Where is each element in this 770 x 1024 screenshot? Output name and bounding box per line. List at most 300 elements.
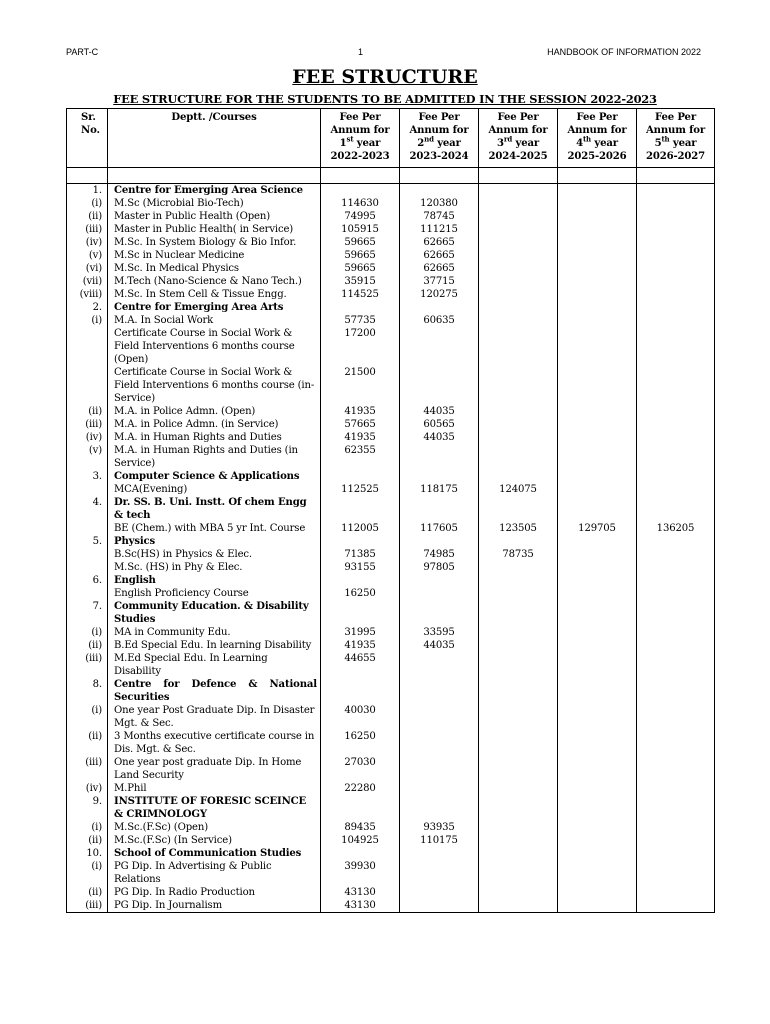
fee-year-1-cell: 31995 <box>321 626 400 639</box>
table-row <box>67 847 715 860</box>
fee-year-2-cell <box>400 899 479 913</box>
fee-year-5-cell <box>637 366 715 405</box>
fee-year-2-cell <box>400 730 479 756</box>
fee-year-4-cell <box>558 561 637 574</box>
sr-no-cell: 10. <box>67 847 108 860</box>
fee-year-3-cell <box>479 886 558 899</box>
course-name-cell: MA in Community Edu. <box>108 626 321 639</box>
fee-year-5-cell <box>637 730 715 756</box>
sr-no-cell: 4. <box>67 496 108 522</box>
fee-year-2-cell <box>400 587 479 600</box>
header-year-word: year <box>356 138 381 149</box>
page-number: 1 <box>358 47 364 57</box>
sr-no-cell: (ii) <box>67 210 108 223</box>
sr-no-cell: (vii) <box>67 275 108 288</box>
header-year-5 <box>637 109 715 168</box>
course-name-cell: B.Ed Special Edu. In learning Disability <box>108 639 321 652</box>
header-year-word: year <box>672 138 697 149</box>
fee-year-5-cell <box>637 197 715 210</box>
fee-year-3-cell <box>479 314 558 327</box>
fee-year-5-cell <box>637 756 715 782</box>
table-row <box>67 821 715 834</box>
fee-year-3-cell <box>479 236 558 249</box>
fee-year-5-cell <box>637 548 715 561</box>
sr-no-cell: (iv) <box>67 236 108 249</box>
fee-year-2-cell <box>400 678 479 704</box>
table-row <box>67 574 715 587</box>
table-row <box>67 483 715 496</box>
fee-year-1-cell: 112005 <box>321 522 400 535</box>
course-name-cell: M.Sc in Nuclear Medicine <box>108 249 321 262</box>
fee-year-2-cell: 60565 <box>400 418 479 431</box>
fee-year-1-cell <box>321 847 400 860</box>
sr-no-cell: (ii) <box>67 405 108 418</box>
table-row <box>67 366 715 405</box>
fee-year-5-cell <box>637 626 715 639</box>
fee-year-3-cell <box>479 431 558 444</box>
fee-year-4-cell <box>558 184 637 198</box>
fee-table-body <box>67 168 715 913</box>
fee-year-4-cell: 129705 <box>558 522 637 535</box>
fee-year-1-cell: 43130 <box>321 886 400 899</box>
course-name-cell: M.Sc. (HS) in Phy & Elec. <box>108 561 321 574</box>
fee-year-1-cell: 41935 <box>321 431 400 444</box>
department-heading: Centre for Emerging Area Arts <box>108 301 321 314</box>
sr-no-cell <box>67 366 108 405</box>
fee-year-5-cell <box>637 587 715 600</box>
fee-year-1-cell <box>321 600 400 626</box>
header-right: HANDBOOK OF INFORMATION 2022 <box>547 47 701 57</box>
header-year-1 <box>321 109 400 168</box>
table-row <box>67 652 715 678</box>
course-name-cell: M.A. in Police Admn. (in Service) <box>108 418 321 431</box>
course-name-cell: PG Dip. In Radio Production <box>108 886 321 899</box>
fee-year-5-cell: 136205 <box>637 522 715 535</box>
fee-year-4-cell <box>558 600 637 626</box>
sr-no-cell <box>67 522 108 535</box>
fee-year-5-cell <box>637 314 715 327</box>
fee-year-1-cell: 104925 <box>321 834 400 847</box>
fee-year-1-cell: 114525 <box>321 288 400 301</box>
fee-year-1-cell: 62355 <box>321 444 400 470</box>
department-heading: Centre for Defence & National Securities <box>108 678 321 704</box>
fee-year-5-cell <box>637 600 715 626</box>
fee-year-3-cell <box>479 223 558 236</box>
department-heading: INSTITUTE OF FORESIC SCEINCE & CRIMNOLOGY <box>108 795 321 821</box>
header-fee-line2: Annum for <box>488 125 548 136</box>
sr-no-cell: 7. <box>67 600 108 626</box>
table-row <box>67 782 715 795</box>
fee-year-4-cell <box>558 197 637 210</box>
department-heading: Computer Science & Applications <box>108 470 321 483</box>
fee-year-5-cell <box>637 483 715 496</box>
course-name-cell: M.A. in Human Rights and Duties (in Service) <box>108 444 321 470</box>
table-header-row <box>67 109 715 168</box>
fee-year-4-cell <box>558 886 637 899</box>
fee-year-1-cell: 71385 <box>321 548 400 561</box>
fee-year-1-cell: 43130 <box>321 899 400 913</box>
fee-year-1-cell: 41935 <box>321 405 400 418</box>
fee-year-5-cell <box>637 574 715 587</box>
fee-year-1-cell: 89435 <box>321 821 400 834</box>
header-session: 2023-2024 <box>409 151 469 162</box>
course-name-cell: PG Dip. In Journalism <box>108 899 321 913</box>
fee-year-3-cell <box>479 301 558 314</box>
course-name-cell: M.Ed Special Edu. In Learning Disability <box>108 652 321 678</box>
fee-year-1-cell: 17200 <box>321 327 400 366</box>
fee-year-2-cell: 62665 <box>400 249 479 262</box>
fee-table <box>66 108 715 913</box>
fee-year-5-cell <box>637 704 715 730</box>
fee-year-3-cell <box>479 405 558 418</box>
course-name-cell: M.Sc. In Medical Physics <box>108 262 321 275</box>
fee-year-1-cell: 112525 <box>321 483 400 496</box>
table-row <box>67 301 715 314</box>
course-name-cell: Certificate Course in Social Work & Field Interventions 6 months course (Open) <box>108 327 321 366</box>
fee-year-3-cell <box>479 782 558 795</box>
sr-no-cell: (iii) <box>67 652 108 678</box>
fee-year-2-cell <box>400 886 479 899</box>
sr-no-cell <box>67 548 108 561</box>
fee-year-2-cell <box>400 795 479 821</box>
table-row <box>67 561 715 574</box>
fee-year-1-cell: 114630 <box>321 197 400 210</box>
fee-year-2-cell <box>400 652 479 678</box>
table-row <box>67 899 715 913</box>
sr-no-cell: (iii) <box>67 418 108 431</box>
fee-year-1-cell: 39930 <box>321 860 400 886</box>
sr-no-cell: 2. <box>67 301 108 314</box>
fee-year-2-cell <box>400 600 479 626</box>
course-name-cell: BE (Chem.) with MBA 5 yr Int. Course <box>108 522 321 535</box>
fee-year-4-cell <box>558 405 637 418</box>
fee-year-5-cell <box>637 210 715 223</box>
table-row <box>67 444 715 470</box>
fee-year-3-cell <box>479 600 558 626</box>
course-name-cell: M.Sc. In Stem Cell & Tissue Engg. <box>108 288 321 301</box>
fee-year-4-cell <box>558 301 637 314</box>
fee-year-5-cell <box>637 288 715 301</box>
page-subtitle: FEE STRUCTURE FOR THE STUDENTS TO BE ADMITTED IN THE SESSION 2022-2023 <box>113 92 657 106</box>
fee-year-5-cell <box>637 899 715 913</box>
fee-year-4-cell <box>558 236 637 249</box>
department-heading: Dr. SS. B. Uni. Instt. Of chem Engg & tech <box>108 496 321 522</box>
fee-year-5-cell <box>637 249 715 262</box>
fee-year-4-cell <box>558 678 637 704</box>
course-name-cell: M.Tech (Nano-Science & Nano Tech.) <box>108 275 321 288</box>
fee-year-2-cell <box>400 496 479 522</box>
sr-no-cell: (ii) <box>67 834 108 847</box>
header-year-sup: nd <box>424 134 434 144</box>
fee-year-1-cell <box>321 574 400 587</box>
header-year-num: 3 <box>496 138 504 149</box>
fee-year-5-cell <box>637 678 715 704</box>
sr-no-cell: (i) <box>67 704 108 730</box>
header-year-2 <box>400 109 479 168</box>
header-year-num: 4 <box>576 138 583 149</box>
fee-year-3-cell <box>479 652 558 678</box>
fee-year-2-cell: 33595 <box>400 626 479 639</box>
fee-year-5-cell <box>637 301 715 314</box>
table-row <box>67 587 715 600</box>
fee-year-5-cell <box>637 470 715 483</box>
fee-year-3-cell <box>479 678 558 704</box>
fee-year-2-cell: 44035 <box>400 431 479 444</box>
fee-year-2-cell: 110175 <box>400 834 479 847</box>
fee-year-5-cell <box>637 886 715 899</box>
fee-year-1-cell: 59665 <box>321 236 400 249</box>
sr-no-cell: (i) <box>67 860 108 886</box>
fee-year-3-cell <box>479 626 558 639</box>
sr-no-cell <box>67 483 108 496</box>
department-heading: Community Education. & Disability Studies <box>108 600 321 626</box>
course-name-cell: M.A. in Police Admn. (Open) <box>108 405 321 418</box>
header-sr-line1: Sr. <box>81 112 96 123</box>
fee-year-5-cell <box>637 847 715 860</box>
fee-year-1-cell: 21500 <box>321 366 400 405</box>
header-year-sup: st <box>346 134 354 144</box>
sr-no-cell: (i) <box>67 626 108 639</box>
header-fee-line1: Fee Per <box>418 112 460 123</box>
fee-year-5-cell <box>637 782 715 795</box>
header-year-word: year <box>594 138 618 149</box>
table-row <box>67 184 715 198</box>
table-row <box>67 210 715 223</box>
table-row <box>67 522 715 535</box>
fee-year-2-cell: 37715 <box>400 275 479 288</box>
fee-year-2-cell: 117605 <box>400 522 479 535</box>
fee-year-1-cell: 44655 <box>321 652 400 678</box>
fee-year-4-cell <box>558 496 637 522</box>
fee-year-5-cell <box>637 444 715 470</box>
fee-year-2-cell <box>400 782 479 795</box>
fee-year-1-cell: 74995 <box>321 210 400 223</box>
fee-year-4-cell <box>558 418 637 431</box>
header-courses: Deptt. /Courses <box>108 109 321 168</box>
header-left: PART-C <box>66 47 99 57</box>
fee-year-5-cell <box>637 795 715 821</box>
table-row <box>67 496 715 522</box>
fee-year-4-cell <box>558 899 637 913</box>
header-year-sup: rd <box>503 134 513 144</box>
fee-year-4-cell <box>558 483 637 496</box>
fee-year-4-cell <box>558 782 637 795</box>
fee-year-4-cell <box>558 795 637 821</box>
course-name-cell: PG Dip. In Advertising & Public Relations <box>108 860 321 886</box>
fee-year-2-cell <box>400 444 479 470</box>
fee-year-3-cell <box>479 249 558 262</box>
sr-no-cell: (ii) <box>67 639 108 652</box>
fee-year-4-cell <box>558 639 637 652</box>
table-row <box>67 639 715 652</box>
header-year-num: 2 <box>417 138 425 149</box>
header-fee-line2: Annum for <box>645 125 706 136</box>
fee-year-3-cell <box>479 418 558 431</box>
fee-year-5-cell <box>637 275 715 288</box>
fee-year-5-cell <box>637 262 715 275</box>
course-name-cell: Certificate Course in Social Work & Field Interventions 6 months course (in-Service) <box>108 366 321 405</box>
fee-year-3-cell <box>479 444 558 470</box>
fee-year-3-cell <box>479 574 558 587</box>
fee-year-2-cell: 120380 <box>400 197 479 210</box>
fee-year-2-cell <box>400 847 479 860</box>
fee-year-5-cell <box>637 652 715 678</box>
fee-year-4-cell <box>558 288 637 301</box>
header-session: 2024-2025 <box>488 151 548 162</box>
header-fee-line1: Fee Per <box>576 112 618 123</box>
fee-year-4-cell <box>558 223 637 236</box>
fee-year-1-cell <box>321 184 400 198</box>
fee-year-1-cell: 41935 <box>321 639 400 652</box>
sr-no-cell: (viii) <box>67 288 108 301</box>
fee-year-2-cell <box>400 704 479 730</box>
course-name-cell: 3 Months executive certificate course in Dis. Mgt. & Sec. <box>108 730 321 756</box>
fee-year-4-cell <box>558 834 637 847</box>
course-name-cell: M.Sc.(F.Sc) (Open) <box>108 821 321 834</box>
fee-year-4-cell <box>558 730 637 756</box>
table-row <box>67 197 715 210</box>
fee-year-5-cell <box>637 561 715 574</box>
fee-year-3-cell <box>479 275 558 288</box>
table-row <box>67 431 715 444</box>
header-year-3 <box>479 109 558 168</box>
fee-year-3-cell <box>479 860 558 886</box>
fee-year-3-cell <box>479 639 558 652</box>
fee-year-5-cell <box>637 418 715 431</box>
fee-year-4-cell <box>558 366 637 405</box>
header-fee-line1: Fee Per <box>655 112 696 123</box>
sr-no-cell: 1. <box>67 184 108 198</box>
table-row <box>67 405 715 418</box>
fee-year-2-cell: 93935 <box>400 821 479 834</box>
fee-year-3-cell <box>479 197 558 210</box>
fee-year-1-cell: 35915 <box>321 275 400 288</box>
fee-year-2-cell: 78745 <box>400 210 479 223</box>
fee-year-5-cell <box>637 184 715 198</box>
table-row <box>67 886 715 899</box>
fee-year-3-cell <box>479 288 558 301</box>
fee-year-2-cell <box>400 535 479 548</box>
header-session: 2022-2023 <box>330 151 390 162</box>
fee-year-2-cell <box>400 860 479 886</box>
course-name-cell: M.A. in Human Rights and Duties <box>108 431 321 444</box>
fee-year-5-cell <box>637 405 715 418</box>
table-row <box>67 730 715 756</box>
fee-year-3-cell <box>479 847 558 860</box>
table-row <box>67 626 715 639</box>
sr-no-cell: (iv) <box>67 782 108 795</box>
fee-year-3-cell <box>479 496 558 522</box>
sr-no-cell: (vi) <box>67 262 108 275</box>
fee-year-2-cell <box>400 756 479 782</box>
table-row <box>67 678 715 704</box>
fee-year-1-cell <box>321 535 400 548</box>
fee-year-3-cell <box>479 327 558 366</box>
fee-year-1-cell: 57735 <box>321 314 400 327</box>
fee-year-1-cell <box>321 301 400 314</box>
fee-year-3-cell <box>479 730 558 756</box>
fee-year-3-cell <box>479 834 558 847</box>
header-year-num: 5 <box>654 138 662 149</box>
sr-no-cell: (v) <box>67 249 108 262</box>
fee-year-2-cell <box>400 327 479 366</box>
sr-no-cell: (iv) <box>67 431 108 444</box>
header-year-word: year <box>437 138 461 149</box>
fee-year-2-cell: 118175 <box>400 483 479 496</box>
department-heading: School of Communication Studies <box>108 847 321 860</box>
fee-year-4-cell <box>558 275 637 288</box>
fee-year-4-cell <box>558 587 637 600</box>
fee-year-5-cell <box>637 223 715 236</box>
fee-year-4-cell <box>558 535 637 548</box>
fee-year-4-cell <box>558 626 637 639</box>
fee-year-3-cell: 124075 <box>479 483 558 496</box>
fee-year-5-cell <box>637 860 715 886</box>
fee-year-1-cell: 16250 <box>321 730 400 756</box>
fee-year-1-cell: 59665 <box>321 249 400 262</box>
course-name-cell: English Proficiency Course <box>108 587 321 600</box>
sr-no-cell: 6. <box>67 574 108 587</box>
fee-year-2-cell <box>400 366 479 405</box>
header-year-sup: th <box>661 134 670 144</box>
fee-year-2-cell: 62665 <box>400 236 479 249</box>
header-fee-line2: Annum for <box>409 125 469 136</box>
header-sr-no <box>67 109 108 168</box>
course-name-cell: M.Phil <box>108 782 321 795</box>
course-name-cell: MCA(Evening) <box>108 483 321 496</box>
header-sr-line2: No. <box>81 125 100 136</box>
table-row <box>67 314 715 327</box>
fee-year-2-cell: 44035 <box>400 405 479 418</box>
table-row <box>67 795 715 821</box>
fee-year-5-cell <box>637 431 715 444</box>
course-name-cell: One year post graduate Dip. In Home Land Security <box>108 756 321 782</box>
fee-year-4-cell <box>558 431 637 444</box>
table-row <box>67 470 715 483</box>
fee-year-2-cell: 44035 <box>400 639 479 652</box>
fee-year-3-cell <box>479 795 558 821</box>
sr-no-cell: (ii) <box>67 886 108 899</box>
fee-year-3-cell <box>479 262 558 275</box>
fee-year-2-cell: 111215 <box>400 223 479 236</box>
fee-year-1-cell: 93155 <box>321 561 400 574</box>
fee-year-4-cell <box>558 847 637 860</box>
fee-year-3-cell <box>479 587 558 600</box>
course-name-cell: One year Post Graduate Dip. In Disaster Mgt. & Sec. <box>108 704 321 730</box>
fee-year-2-cell: 60635 <box>400 314 479 327</box>
fee-year-3-cell <box>479 535 558 548</box>
sr-no-cell: (i) <box>67 821 108 834</box>
sr-no-cell <box>67 561 108 574</box>
fee-year-2-cell: 120275 <box>400 288 479 301</box>
fee-year-5-cell <box>637 639 715 652</box>
sr-no-cell: 8. <box>67 678 108 704</box>
spacer-row <box>67 168 715 184</box>
course-name-cell: Master in Public Health( in Service) <box>108 223 321 236</box>
fee-year-2-cell <box>400 301 479 314</box>
sr-no-cell: (i) <box>67 314 108 327</box>
header-fee-line2: Annum for <box>567 125 627 136</box>
course-name-cell: M.Sc (Microbial Bio-Tech) <box>108 197 321 210</box>
sr-no-cell: (iii) <box>67 756 108 782</box>
table-row <box>67 704 715 730</box>
sr-no-cell <box>67 327 108 366</box>
course-name-cell: M.Sc. In System Biology & Bio Infor. <box>108 236 321 249</box>
fee-year-4-cell <box>558 704 637 730</box>
fee-year-4-cell <box>558 652 637 678</box>
fee-year-3-cell <box>479 756 558 782</box>
fee-year-2-cell: 62665 <box>400 262 479 275</box>
